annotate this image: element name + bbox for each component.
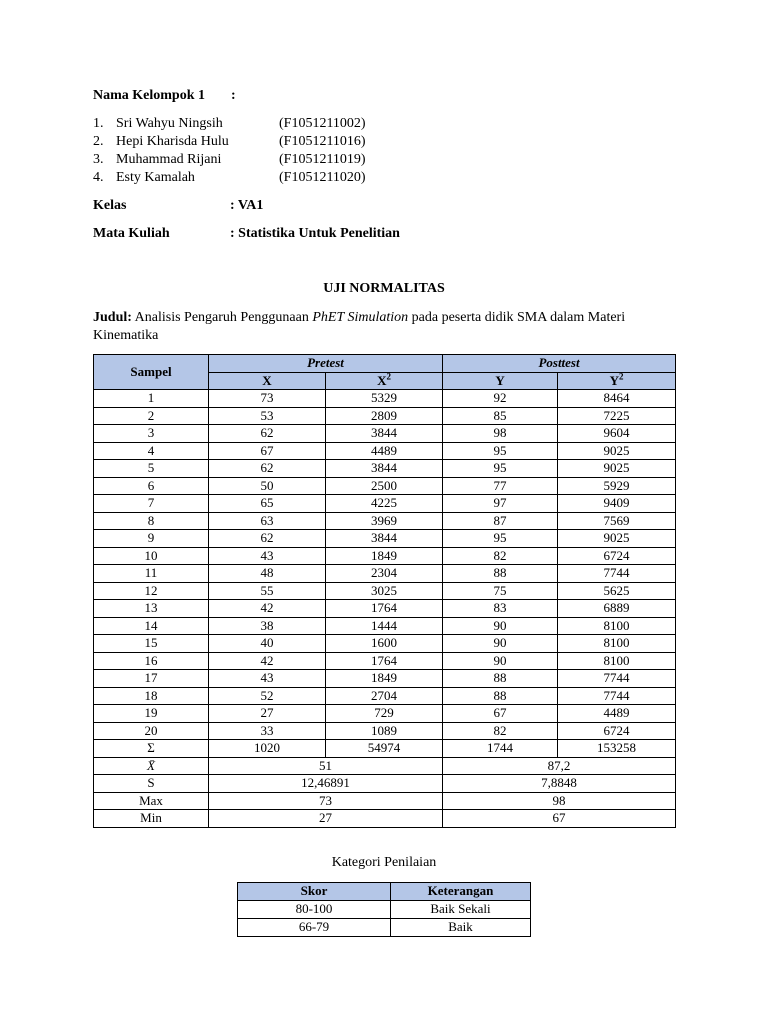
stat-row: [94, 775, 676, 793]
table-cell: 88: [443, 687, 558, 705]
table-cell: 1020: [209, 740, 326, 758]
table-row: [94, 495, 676, 513]
table-cell: Σ: [94, 740, 209, 758]
table-cell: 8: [94, 512, 209, 530]
table-cell: Min: [94, 810, 209, 828]
table-cell: 7: [94, 495, 209, 513]
table-cell: Baik Sekali: [391, 901, 531, 919]
table-cell: 82: [443, 722, 558, 740]
stat-row: [94, 792, 676, 810]
table-row: [94, 582, 676, 600]
table-cell: 7225: [558, 407, 676, 425]
table-cell: 7744: [558, 565, 676, 583]
group-title-colon: :: [231, 88, 236, 103]
table-cell: 2500: [326, 477, 443, 495]
kategori-table: [237, 882, 531, 937]
table-cell: 88: [443, 565, 558, 583]
table-cell: 97: [443, 495, 558, 513]
table-cell: 3: [94, 425, 209, 443]
table-cell: 5929: [558, 477, 676, 495]
table-cell: 17: [94, 670, 209, 688]
table-row: [94, 477, 676, 495]
matkul-label: Mata Kuliah: [93, 226, 170, 241]
table-cell: 88: [443, 670, 558, 688]
member-name: Hepi Kharisda Hulu: [116, 134, 229, 149]
table-cell: 42: [209, 600, 326, 618]
table-cell: 7744: [558, 670, 676, 688]
table-cell: 9025: [558, 530, 676, 548]
table-cell: 54974: [326, 740, 443, 758]
table-cell: 67: [443, 810, 676, 828]
table-cell: 43: [209, 547, 326, 565]
table-row: [94, 460, 676, 478]
table-cell: 65: [209, 495, 326, 513]
table-cell: 53: [209, 407, 326, 425]
table-cell: 95: [443, 530, 558, 548]
table-cell: 9: [94, 530, 209, 548]
table-row: [94, 512, 676, 530]
member-nim: (F1051211002): [279, 116, 366, 131]
table-cell: 729: [326, 705, 443, 723]
y-header: Y: [443, 372, 558, 390]
kategori-title: Kategori Penilaian: [331, 855, 437, 870]
table-cell: 62: [209, 425, 326, 443]
table-cell: 8100: [558, 635, 676, 653]
table-cell: 6: [94, 477, 209, 495]
table-cell: 5: [94, 460, 209, 478]
table-cell: 153258: [558, 740, 676, 758]
kelas-value: : VA1: [230, 198, 264, 213]
table-cell: 3844: [326, 460, 443, 478]
table-row: [238, 901, 531, 919]
member-nim: (F1051211019): [279, 152, 366, 167]
table-cell: 9025: [558, 442, 676, 460]
table-cell: 4: [94, 442, 209, 460]
table-cell: 1600: [326, 635, 443, 653]
member-number: 1.: [93, 116, 104, 131]
member-number: 2.: [93, 134, 104, 149]
table-cell: 90: [443, 652, 558, 670]
table-cell: 2: [94, 407, 209, 425]
table-cell: 7,8848: [443, 775, 676, 793]
stat-row: [94, 810, 676, 828]
table-cell: 5625: [558, 582, 676, 600]
table-cell: 87,2: [443, 757, 676, 775]
table-cell: 43: [209, 670, 326, 688]
keterangan-header: Keterangan: [391, 883, 531, 901]
table-cell: 1764: [326, 652, 443, 670]
table-cell: 66-79: [238, 919, 391, 937]
table-cell: 8100: [558, 652, 676, 670]
x2-header: $X^2$: [326, 372, 443, 390]
table-cell: 9025: [558, 460, 676, 478]
table-cell: 75: [443, 582, 558, 600]
table-cell: 87: [443, 512, 558, 530]
table-cell: 82: [443, 547, 558, 565]
table-cell: 3844: [326, 425, 443, 443]
table-cell: 3844: [326, 530, 443, 548]
table-cell: X̄: [94, 757, 209, 775]
table-row: [94, 407, 676, 425]
judul-label: Judul:: [93, 310, 132, 325]
table-row: [94, 722, 676, 740]
table-cell: 6889: [558, 600, 676, 618]
table-cell: 8464: [558, 390, 676, 408]
table-cell: 5329: [326, 390, 443, 408]
judul-text-before: Analisis Pengaruh Penggunaan: [131, 310, 313, 325]
member-name: Muhammad Rijani: [116, 152, 222, 167]
table-cell: 55: [209, 582, 326, 600]
table-cell: 7569: [558, 512, 676, 530]
table-row: [94, 600, 676, 618]
table-cell: 1: [94, 390, 209, 408]
table-cell: 95: [443, 460, 558, 478]
table-cell: 85: [443, 407, 558, 425]
table-row: [94, 617, 676, 635]
table-cell: 15: [94, 635, 209, 653]
y2-header: $Y^2$: [558, 372, 676, 390]
table-row: [94, 670, 676, 688]
table-cell: 63: [209, 512, 326, 530]
table-cell: 77: [443, 477, 558, 495]
table-cell: 62: [209, 530, 326, 548]
table-cell: 4489: [326, 442, 443, 460]
table-row: [94, 652, 676, 670]
table-cell: 48: [209, 565, 326, 583]
table-row: [94, 547, 676, 565]
table-cell: 18: [94, 687, 209, 705]
table-cell: 62: [209, 460, 326, 478]
table-cell: 6724: [558, 547, 676, 565]
table-cell: 19: [94, 705, 209, 723]
table-cell: 9409: [558, 495, 676, 513]
table-cell: 3025: [326, 582, 443, 600]
judul-text-after: pada peserta didik SMA dalam Materi Kinematika: [93, 310, 626, 343]
table-cell: 1764: [326, 600, 443, 618]
table-cell: 90: [443, 617, 558, 635]
x-header: X: [209, 372, 326, 390]
table-row: [238, 919, 531, 937]
table-cell: 20: [94, 722, 209, 740]
table-cell: 33: [209, 722, 326, 740]
table-row: [94, 635, 676, 653]
table-cell: 4489: [558, 705, 676, 723]
judul-paragraph: [93, 309, 683, 345]
group-title: Nama Kelompok 1: [93, 88, 205, 103]
table-cell: 98: [443, 792, 676, 810]
table-cell: 1849: [326, 547, 443, 565]
kelas-label: Kelas: [93, 198, 127, 213]
table-cell: 3969: [326, 512, 443, 530]
member-number: 4.: [93, 170, 104, 185]
table-row: [94, 390, 676, 408]
table-cell: 27: [209, 705, 326, 723]
page-title: UJI NORMALITAS: [323, 281, 445, 296]
table-cell: 50: [209, 477, 326, 495]
table-cell: 7744: [558, 687, 676, 705]
table-cell: S: [94, 775, 209, 793]
table-cell: 67: [443, 705, 558, 723]
member-name: Sri Wahyu Ningsih: [116, 116, 223, 131]
posttest-header: Posttest: [443, 355, 676, 373]
table-cell: 2704: [326, 687, 443, 705]
table-cell: 10: [94, 547, 209, 565]
member-nim: (F1051211016): [279, 134, 366, 149]
pretest-header: Pretest: [209, 355, 443, 373]
sampel-header: Sampel: [94, 355, 209, 390]
judul-italic: PhET Simulation: [312, 310, 409, 325]
table-cell: 4225: [326, 495, 443, 513]
table-cell: 2304: [326, 565, 443, 583]
table-cell: 95: [443, 442, 558, 460]
member-nim: (F1051211020): [279, 170, 366, 185]
table-cell: 12,46891: [209, 775, 443, 793]
table-cell: 27: [209, 810, 443, 828]
member-name: Esty Kamalah: [116, 170, 195, 185]
table-cell: 38: [209, 617, 326, 635]
table-cell: 67: [209, 442, 326, 460]
table-cell: 51: [209, 757, 443, 775]
stat-row: [94, 757, 676, 775]
table-cell: 1849: [326, 670, 443, 688]
table-row: [94, 425, 676, 443]
member-number: 3.: [93, 152, 104, 167]
table-cell: 2809: [326, 407, 443, 425]
sum-row: [94, 740, 676, 758]
table-cell: 1089: [326, 722, 443, 740]
table-cell: 42: [209, 652, 326, 670]
table-cell: 16: [94, 652, 209, 670]
table-cell: 52: [209, 687, 326, 705]
table-cell: 92: [443, 390, 558, 408]
table-row: [94, 687, 676, 705]
table-cell: 90: [443, 635, 558, 653]
table-cell: 13: [94, 600, 209, 618]
table-cell: 9604: [558, 425, 676, 443]
table-cell: 6724: [558, 722, 676, 740]
table-cell: 40: [209, 635, 326, 653]
table-row: [94, 442, 676, 460]
matkul-value: : Statistika Untuk Penelitian: [230, 226, 400, 241]
table-cell: 73: [209, 390, 326, 408]
table-cell: 12: [94, 582, 209, 600]
table-cell: Baik: [391, 919, 531, 937]
table-cell: 8100: [558, 617, 676, 635]
table-cell: 11: [94, 565, 209, 583]
table-row: [94, 565, 676, 583]
table-cell: 14: [94, 617, 209, 635]
table-cell: 1444: [326, 617, 443, 635]
skor-header: Skor: [238, 883, 391, 901]
data-table: [93, 354, 676, 828]
table-row: [94, 705, 676, 723]
table-cell: 83: [443, 600, 558, 618]
table-cell: 73: [209, 792, 443, 810]
table-cell: 98: [443, 425, 558, 443]
table-cell: 1744: [443, 740, 558, 758]
table-row: [94, 530, 676, 548]
table-cell: 80-100: [238, 901, 391, 919]
table-cell: Max: [94, 792, 209, 810]
